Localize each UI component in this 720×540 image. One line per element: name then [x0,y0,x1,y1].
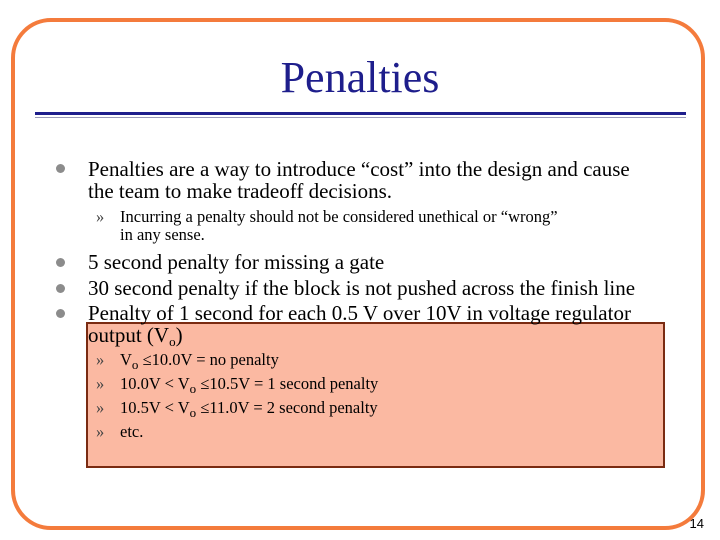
bullet-2-text: 5 second penalty for missing a gate [88,250,385,274]
rule-2-text: $10.0V < V_o \le 10.5V = 1$ second penalty [120,374,379,396]
rule-1-text: $V_o \le 10.0V$ = no penalty [120,350,279,372]
bullet-dot [56,284,65,293]
rule-marker: » [96,350,105,369]
sub-bullet-marker: » [96,207,105,226]
bullet-4-line-2: output $(V_o)$ [88,323,183,349]
rule-4-text: etc. [120,422,144,441]
title-underline-shadow [35,117,686,118]
page-number: 14 [689,516,704,531]
slide-title: Penalties [280,53,440,102]
bullet-1-line-1: Penalties are a way to introduce “cost” into the design and cause [88,157,630,181]
rule-marker: » [96,398,105,417]
rule-marker: » [96,374,105,393]
bullet-3-text: 30 second penalty if the block is not pushed across the finish line [88,276,636,300]
rule-marker: » [96,422,105,441]
bullet-4-line-1: Penalty of 1 second for each 0.5 V over 10V in voltage regulator [88,301,631,325]
rule-3-text: $10.5V < V_o \le 11.0V = 2$ second penalty [120,398,378,420]
title-underline [35,112,686,115]
bullet-dot [56,164,65,173]
bullet-1-line-2: the team to make tradeoff decisions. [88,179,393,203]
sub-note-line-2: in any sense. [120,225,205,244]
sub-note-line-1: Incurring a penalty should not be considered unethical or “wrong” [120,207,558,226]
bullet-dot [56,258,65,267]
bullet-dot [56,309,65,318]
